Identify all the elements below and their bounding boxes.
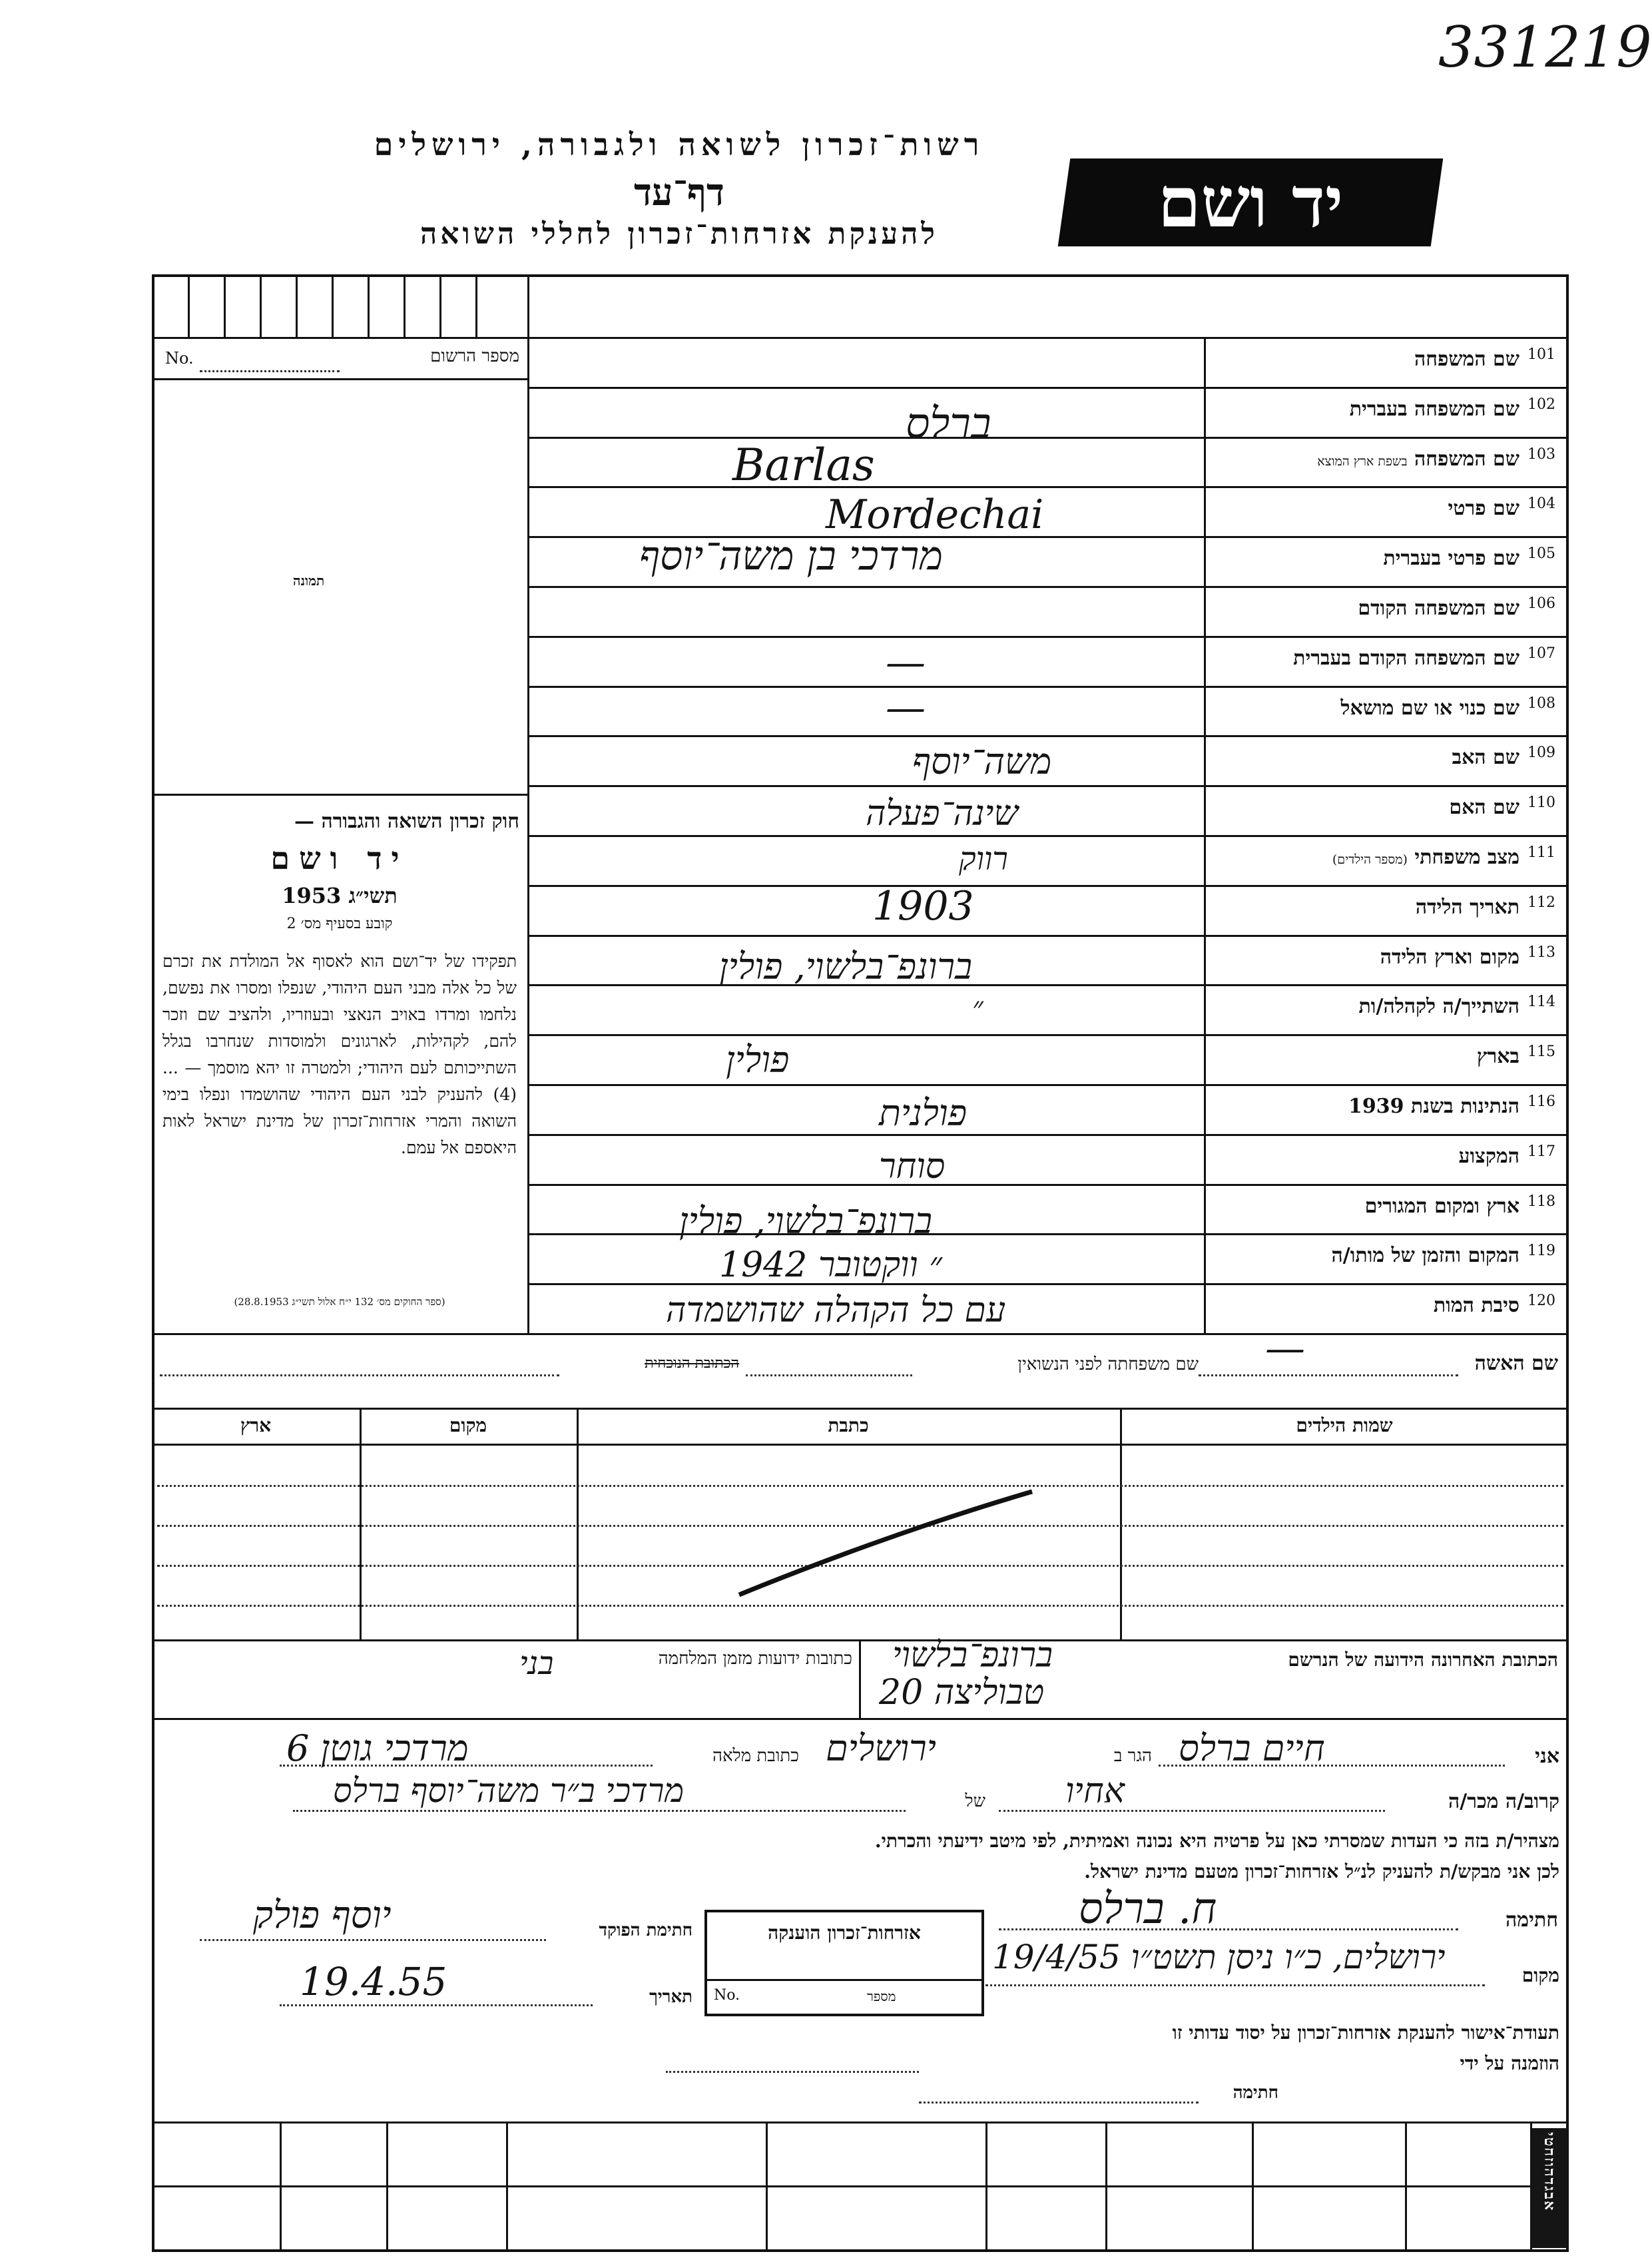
reg-number-label: מספר הרשום (430, 346, 519, 366)
law-source: (ספר החוקים מס׳ 132 י״ח אלול תשי״ג 28.8.1953) (234, 1296, 445, 1308)
law-year: תשי״ג 1953 (282, 883, 398, 908)
field-label-104 (1208, 497, 1519, 520)
hw-last-address: ברונפ־בלשוי (892, 1635, 1053, 1675)
field-label-text: שם האב (1452, 746, 1519, 770)
field-label-note: בשפת ארץ המוצא (1317, 453, 1408, 469)
hw-place-date: ירושלים, כ״ו ניסן תשט״ו 19/4/55 (992, 1938, 1446, 1976)
hw-surname-latin: Barlas (732, 439, 875, 491)
field-number-102: 102 (1527, 396, 1555, 413)
officer-signature-label: חתימת הפוקד (599, 1920, 692, 1940)
signature-label: חתימה (1506, 1908, 1558, 1932)
hw-wife-dash: — (1265, 1325, 1305, 1372)
field-label-text: השתייך/ה לקהלה/ות (1358, 995, 1519, 1019)
field-label-116 (1208, 1095, 1519, 1118)
field-label-text: שם המשפחה בעברית (1349, 397, 1519, 421)
field-label-111 (1208, 846, 1519, 869)
field-number-104: 104 (1527, 495, 1555, 513)
field-number-109: 109 (1527, 744, 1555, 762)
full-address-label: כתובת מלאה (712, 1746, 799, 1766)
field-label-text: שם המשפחה (1414, 447, 1519, 471)
header-line1: רשות־זכרון לשואה ולגבורה, ירושלים (374, 127, 985, 162)
law-text: תפקידו של יד־ושם הוא לאסוף אל המולדת את זכרם של כל אלה מבני העם היהודי, שנפלו ומסרו את נפשם, נלחמו ומרדו באויב הנאצי ובעוזריו, ולהציב שם וזכר להם, לקהילות, לארגונים ולמוסדות שנחרבו בגלל השתייכותם לעם היהודי; ולמטרה זו יהא מוסמך — ...(4) להעניק לבני העם היהודי שהושמדו ונפלו בימי השואה והמרי אזרחות־זכרון של מדינת ישראל לאות היאספם אל עמם. (162, 952, 517, 1157)
field-number-103: 103 (1527, 445, 1555, 463)
field-label-text: שם המשפחה הקודם בעברית (1293, 646, 1519, 670)
field-label-text: מקום וארץ הלידה (1380, 945, 1519, 969)
photo-label: תמונה (293, 573, 325, 589)
hw-officer-date: 19.4.55 (300, 1959, 447, 2004)
field-number-116: 116 (1527, 1093, 1555, 1110)
hw-declarant-name: חיים ברלס (1179, 1727, 1325, 1769)
hw-country: פולין (726, 1039, 790, 1081)
field-label-120 (1208, 1294, 1519, 1317)
hw-first-latin: Mordechai (826, 491, 1044, 538)
field-label-text: מצב משפחתי (1414, 846, 1519, 869)
hw-officer-signature: יוסף פולק (253, 1894, 392, 1937)
children-header-country: ארץ (240, 1414, 272, 1436)
field-label-text: המקצוע (1458, 1144, 1519, 1168)
field-label-text: המקום והזמן של מותו/ה (1331, 1244, 1519, 1268)
field-number-113: 113 (1527, 944, 1555, 961)
last-address-label: הכתובת האחרונה הידועה של הנרשם (1288, 1649, 1558, 1671)
field-number-101: 101 (1527, 346, 1555, 363)
field-number-112: 112 (1527, 894, 1555, 911)
current-address-label: הכתובת הנוכחית (645, 1355, 739, 1372)
field-label-text: שם כנוי או שם מושאל (1340, 696, 1519, 720)
file-number: 331219 (1438, 15, 1652, 80)
hw-birth-place: ברונפ־בלשוי, פולין (719, 946, 973, 988)
second-signature-label: חתימה (1233, 2083, 1278, 2103)
ani-label: אני (1535, 1745, 1559, 1768)
maiden-name-label: שם משפחתה לפני הנשואין (1017, 1354, 1199, 1374)
hw-death: ״ ווקטובר 1942 (719, 1245, 942, 1285)
field-label-text: שם המשפחה (1414, 348, 1519, 371)
field-label-text: שם פרטי (1448, 497, 1519, 521)
field-label-117 (1208, 1145, 1519, 1168)
hw-dash-2: — (886, 685, 926, 731)
field-label-107 (1208, 647, 1519, 670)
field-label-102 (1208, 398, 1519, 421)
field-label-text: שם האם (1449, 796, 1519, 820)
field-number-105: 105 (1527, 545, 1555, 563)
field-number-106: 106 (1527, 595, 1555, 612)
children-header-names: שמות הילדים (1296, 1414, 1393, 1436)
hw-declarant-address: מרדכי גוטן 6 (286, 1727, 469, 1769)
hw-birth-date: 1903 (872, 883, 974, 930)
header-line2: דף־עד (633, 170, 724, 214)
field-number-110: 110 (1527, 794, 1555, 812)
field-label-text: סיבת המות (1433, 1294, 1519, 1318)
hw-relation-of: מרדכי ב״ר משה־יוסף ברלס (333, 1771, 685, 1810)
vertical-letters: אבגדהוזחטי (1541, 2132, 1558, 2212)
children-header-place: מקום (449, 1414, 487, 1436)
field-label-105 (1208, 547, 1519, 570)
statement-1: מצהיר/ת בזה כי העדות שמסרתי כאן על פרטיה היא נכונה ואמיתית, לפי מיטב ידיעתי והכרתי. (874, 1830, 1559, 1852)
field-number-115: 115 (1527, 1043, 1555, 1061)
statement-2: לכן אני מבקש/ת להעניק לנ״ל אזרחות־זכרון מטעם מדינת ישראל. (1084, 1860, 1559, 1882)
stamp-mispar: מספר (867, 1988, 896, 2004)
of-label: של (965, 1791, 985, 1811)
field-number-111: 111 (1527, 844, 1555, 861)
hw-declarant-city: ירושלים (826, 1727, 936, 1769)
header-line3: להענקת אזרחות־זכרון לחללי השואה (419, 217, 938, 251)
place-label: מקום (1521, 1964, 1559, 1986)
field-number-107: 107 (1527, 645, 1555, 662)
cross-out-stroke (732, 1485, 1039, 1605)
relation-label: קרוב/ה מכר/ה (1448, 1790, 1559, 1813)
logo-text: יד ושם (1157, 161, 1344, 243)
hw-profession: סוחר (879, 1147, 946, 1187)
hw-marital: רווק (959, 840, 1008, 878)
certificate-line-2: הוזמנה על ידי (1460, 2052, 1559, 2074)
stamp-title: אזרחות־זכרון הוענקה (768, 1922, 921, 1944)
field-number-119: 119 (1527, 1243, 1555, 1260)
field-label-108 (1208, 697, 1519, 720)
citizenship-stamp-box (704, 1910, 984, 2016)
field-label-text: בארץ (1476, 1045, 1519, 1069)
field-label-text: שם המשפחה הקודם (1358, 597, 1519, 620)
hw-first-hebrew: מרדכי בן משה־יוסף (639, 533, 943, 579)
field-number-118: 118 (1527, 1193, 1555, 1210)
field-label-note: (מספר הילדים) (1332, 852, 1408, 867)
field-label-109 (1208, 746, 1519, 769)
field-label-text: שם פרטי בעברית (1383, 547, 1519, 571)
field-number-120: 120 (1527, 1292, 1555, 1310)
stamp-no: No. (714, 1987, 740, 2004)
law-clause: קובע בסעיף מס׳ 2 (286, 916, 393, 932)
hw-wartime-address: בני (519, 1645, 554, 1682)
field-number-117: 117 (1527, 1143, 1555, 1160)
field-label-119 (1208, 1244, 1519, 1267)
field-label-103 (1208, 447, 1519, 471)
field-label-text: תאריך הלידה (1415, 895, 1519, 919)
children-header-address: כתבת (828, 1414, 869, 1436)
wife-label: שם האשה (1474, 1352, 1558, 1375)
hw-community: ״ (972, 991, 983, 1025)
hw-last-address-2: טבוליצה 20 (879, 1673, 1045, 1713)
field-label-118 (1208, 1195, 1519, 1218)
hw-citizenship: פולנית (879, 1092, 967, 1134)
hw-residence: ברונפ־בלשוי, פולין (679, 1200, 933, 1242)
hw-father: משה־יוסף (912, 740, 1052, 782)
field-label-110 (1208, 796, 1519, 819)
reg-number-prefix: No. (165, 349, 194, 368)
hw-mother: שינה־פעלה (866, 794, 1019, 834)
field-label-106 (1208, 597, 1519, 620)
field-label-text: הנתינות בשנת 1939 (1348, 1095, 1519, 1118)
field-label-113 (1208, 946, 1519, 969)
field-label-text: ארץ ומקום המגורים (1364, 1194, 1519, 1218)
field-label-101 (1208, 348, 1519, 371)
date-label: תאריך (649, 1987, 692, 2007)
field-label-112 (1208, 896, 1519, 919)
hw-dash-1: — (886, 639, 926, 686)
vertical-letter-strip (1531, 2128, 1567, 2248)
hw-death-cause: עם כל הקהלה שהושמדה (666, 1290, 1006, 1330)
law-name: יד ושם (270, 840, 409, 876)
wartime-address-label: כתובות ידועות מזמן המלחמה (658, 1649, 852, 1669)
hw-signature: ח. ברלס (1079, 1884, 1217, 1934)
resident-of-label: הגר ב (1113, 1746, 1152, 1766)
law-title: חוק זכרון השואה והגבורה — (294, 810, 519, 833)
field-number-114: 114 (1527, 993, 1555, 1011)
hw-surname-hebrew: ברלס (906, 400, 991, 449)
field-label-115 (1208, 1045, 1519, 1068)
field-number-108: 108 (1527, 695, 1555, 712)
hw-relation: אחיו (1065, 1771, 1125, 1811)
field-label-114 (1208, 995, 1519, 1018)
certificate-line-1: תעודת־אישור להענקת אזרחות־זכרון על יסוד עדותי זו (1172, 2022, 1559, 2044)
yad-vashem-logo (1058, 158, 1444, 246)
